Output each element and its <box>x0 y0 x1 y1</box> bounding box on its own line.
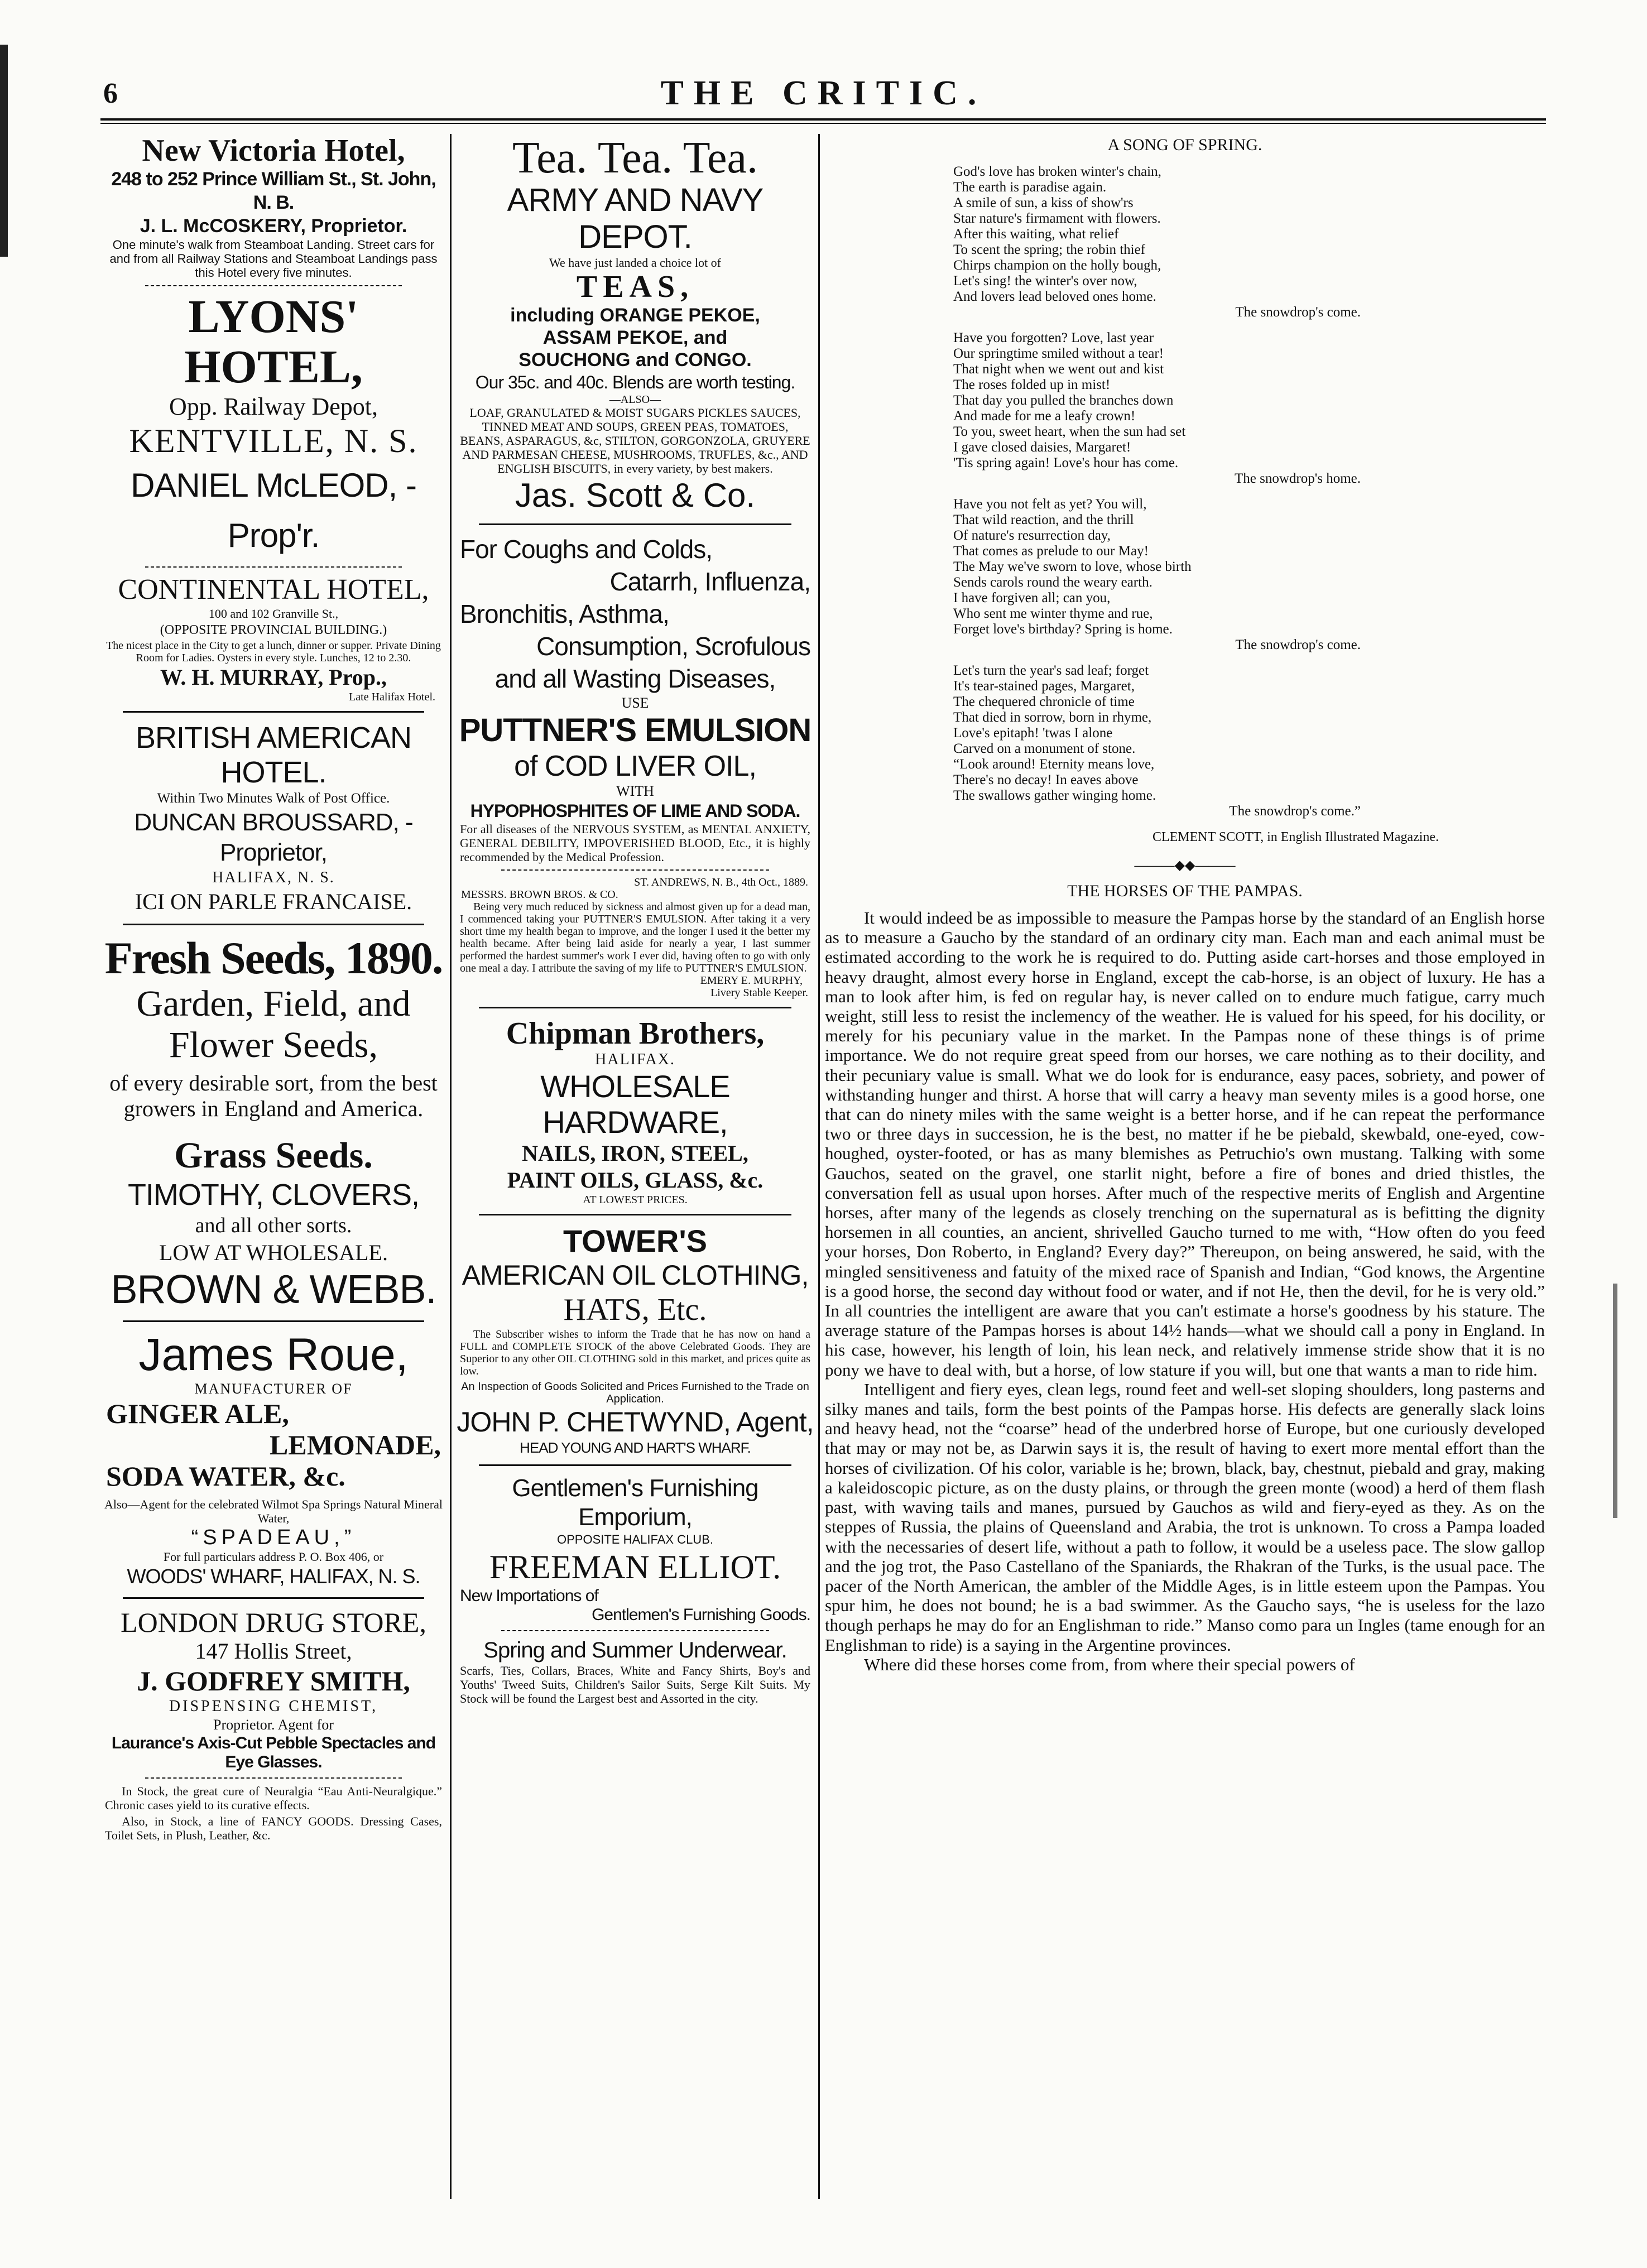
roue-wharf: WOODS' WHARF, HALIFAX, N. S. <box>127 1565 420 1588</box>
header-rule <box>100 118 1546 121</box>
hotel-proprietor: W. H. MURRAY, Prop., <box>160 665 387 690</box>
ad-continental-hotel <box>100 573 446 703</box>
separator <box>479 523 791 525</box>
roue-manufacturer: MANUFACTURER OF <box>194 1381 353 1397</box>
chipman-paint: PAINT OILS, GLASS, &c. <box>507 1167 764 1193</box>
ad-puttners-emulsion <box>457 533 814 999</box>
drug-store-chemist: J. GODFREY SMITH, <box>137 1665 410 1697</box>
seeds-description: of every desirable sort, from the best growers in England and America. <box>109 1070 438 1121</box>
column-divider-2 <box>818 134 820 2199</box>
poem-line: That died in sorrow, born in rhyme, <box>953 710 1152 725</box>
hotel-proprietor: J. L. McCOSKERY, Proprietor. <box>140 215 407 237</box>
roue-ginger-ale: GINGER ALE, <box>106 1398 289 1429</box>
puttner-for: For Coughs and Colds, <box>460 535 713 564</box>
hotel-note: One minute's walk from Steamboat Landing. Street cars for and from all Railway Stations and Steamboat Landings pass this Hotel every five minutes. <box>109 238 438 280</box>
ad-army-navy-depot <box>457 134 814 516</box>
page-number: 6 <box>103 78 118 109</box>
separator <box>145 1777 402 1779</box>
drug-store-spectacles: Laurance's Axis-Cut Pebble Spectacles and Eye Glasses. <box>111 1734 436 1771</box>
separator <box>123 1597 424 1599</box>
hotel-town: KENTVILLE, N. S. <box>129 422 418 459</box>
grass-seeds-heading: Grass Seeds. <box>174 1135 373 1176</box>
roue-name: James Roue, <box>138 1329 409 1380</box>
puttner-wasting: and all Wasting Diseases, <box>494 664 776 693</box>
roue-agent: Also—Agent for the celebrated Wilmot Spa Springs Natural Mineral Water, <box>104 1497 443 1525</box>
hotel-name: BRITISH AMERICAN HOTEL. <box>135 721 412 789</box>
drug-store-instock: In Stock, the great cure of Neuralgia “Eau Anti-Neuralgique.” Chronic cases yield to its curative effects. <box>105 1784 442 1812</box>
poem-title: A SONG OF SPRING. <box>1107 136 1262 154</box>
ad-british-american-hotel <box>100 720 446 916</box>
newspaper-title: THE CRITIC. <box>660 74 987 112</box>
poem-line: After this waiting, what relief <box>953 227 1119 242</box>
chipman-nails: NAILS, IRON, STEEL, <box>522 1141 748 1166</box>
scan-edge-mark-right <box>1613 1284 1617 1518</box>
separator <box>123 924 424 925</box>
elliot-goods: Gentlemen's Furnishing Goods. <box>592 1606 810 1624</box>
poem-line: Have you not felt as yet? You will, <box>953 497 1147 512</box>
poem-line: Chirps champion on the holly bough, <box>953 258 1161 273</box>
poem-line: Our springtime smiled without a tear! <box>953 346 1164 361</box>
chipman-prices: AT LOWEST PRICES. <box>583 1194 688 1206</box>
poem-line: The snowdrop's come. <box>1235 637 1361 652</box>
elliot-list: Scarfs, Ties, Collars, Braces, White and Fancy Shirts, Boy's and Youths' Tweed Suits, Children's Sailor Suits, Serge Kilt Suits. My Stock will be found the Largest best and Assorted in the city. <box>460 1664 810 1705</box>
drug-store-street: 147 Hollis Street, <box>195 1638 352 1664</box>
poem-line: Let's turn the year's sad leaf; forget <box>953 663 1149 678</box>
roue-spadeau: “SPADEAU,” <box>191 1526 356 1549</box>
tea-also: —ALSO— <box>609 393 661 406</box>
poem-line: Carved on a monument of stone. <box>953 741 1136 756</box>
poem-line: A smile of sun, a kiss of show'rs <box>953 195 1134 210</box>
tea-landed: We have just landed a choice lot of <box>549 256 721 270</box>
tea-assam: ASSAM PEKOE, and <box>542 327 728 348</box>
separator <box>479 1214 791 1215</box>
puttner-name: PUTTNER'S EMULSION <box>459 712 812 748</box>
poem-line: Have you forgotten? Love, last year <box>953 330 1154 345</box>
poem-line: That night when we went out and kist <box>953 362 1164 377</box>
poem-line: There's no decay! In eaves above <box>953 772 1139 787</box>
tea-firm: Jas. Scott & Co. <box>515 477 756 514</box>
puttner-testimonial: Being very much reduced by sickness and almost given up for a dead man, I commenced taking your PUTTNER'S EMULSION. After taking it a very short time my health began to improve, and the longer I used it the better my health became. After being laid aside for nearly a year, I last summer performed the hardest summer's work I ever did, having often to go with only one meal a day. I attribute the saving of my life to PUTTNER'S EMULSION. <box>460 901 810 974</box>
hotel-name: CONTINENTAL HOTEL, <box>118 574 429 606</box>
chipman-wholesale: WHOLESALE HARDWARE, <box>540 1069 730 1140</box>
roue-lemonade: LEMONADE, <box>270 1429 441 1460</box>
poem-line: It's tear-stained pages, Margaret, <box>953 679 1135 694</box>
poem-line: The chequered chronicle of time <box>953 694 1135 709</box>
hotel-late: Late Halifax Hotel. <box>349 691 435 703</box>
poem-line: Who sent me winter thyme and rue, <box>953 606 1153 621</box>
drug-store-proprietor: Proprietor. Agent for <box>213 1717 334 1733</box>
ad-fresh-seeds <box>100 933 446 1313</box>
hotel-walk: Within Two Minutes Walk of Post Office. <box>157 791 390 806</box>
roue-address: For full particulars address P. O. Box 406, or <box>163 1550 384 1564</box>
hotel-address: 248 to 252 Prince William St., St. John, N. B. <box>111 169 436 213</box>
poem-line: The snowdrop's come.” <box>1229 804 1361 819</box>
puttner-signer-role: Livery Stable Keeper. <box>710 987 808 999</box>
ad-towers-oil-clothing <box>457 1223 814 1457</box>
column-divider-1 <box>450 134 452 2199</box>
puttner-diseases: For all diseases of the NERVOUS SYSTEM, as MENTAL ANXIETY, GENERAL DEBILITY, IMPOVERISHED BLOOD, Etc., it is highly recommended by the Medical Profession. <box>460 822 810 864</box>
tea-teas: TEAS, <box>576 270 694 304</box>
tower-name: TOWER'S <box>563 1223 708 1258</box>
poem-line: God's love has broken winter's chain, <box>953 164 1161 179</box>
elliot-new: New Importations of <box>460 1587 598 1605</box>
poem-credit: CLEMENT SCOTT, in English Illustrated Magazine. <box>1152 830 1439 844</box>
scan-edge-mark <box>0 45 8 257</box>
poem-line: That comes as prelude to our May! <box>953 544 1149 559</box>
poem-line: I have forgiven all; can you, <box>953 590 1111 606</box>
tea-including: including ORANGE PEKOE, <box>510 305 760 326</box>
poem-line: Sends carols round the weary earth. <box>953 575 1153 590</box>
tower-wharf: HEAD YOUNG AND HART'S WHARF. <box>520 1439 751 1456</box>
elliot-opposite: OPPOSITE HALIFAX CLUB. <box>557 1532 713 1546</box>
seeds-other: and all other sorts. <box>195 1214 352 1237</box>
poem-line: That day you pulled the branches down <box>953 393 1174 408</box>
tea-souchong: SOUCHONG and CONGO. <box>518 349 752 371</box>
poem-line: The swallows gather winging home. <box>953 788 1156 803</box>
poem-stanza <box>953 663 1545 819</box>
hotel-french: ICI ON PARLE FRANCAISE. <box>135 889 412 914</box>
poem-line: To you, sweet heart, when the sun had set <box>953 424 1186 439</box>
article-paragraph: It would indeed be as impossible to measure the Pampas horse by the standard of an English horse as to measure a Gaucho by the standard of an ordinary city man. Each man and each animal must be estimated according to the work he is required to do. Putting aside cart-horses and those employed in heavy draught, almost every horse in England, except the cab-horse, is an object of luxury. He has a man to look after him, is fed on regular hay, is never called on to endure much fatigue, carry much weight, still less to resist the inclemency of the weather. He is valued for his speed, for his docility, or merely for his pecuniary value in the market. In the Pampas none of these things is of prime importance. We do not require great speed from our horses, we care nothing as to their docility, and their pecuniary value is small. What we do look for is endurance, easy paces, sobriety, and power of withstanding hunger and thirst. A horse that will carry a heavy man seventy miles is a good horse, one that can do ninety miles with the same weight is a better horse, and if he can repeat the performance two or three days in succession, he is the best, no matter if he be piebald, skewbald, one-eyed, cow-houghed, oyster-footed, or has as many blemishes as Petruchio's own mustang. Talking with some Gauchos, seated on the gravel, one starlit night, before a fire of bones and dried thistles, the conversation fell as usual upon horses. After much of the respective merits of English and Argentine horses, after many of the legends as closely trenching on the supernatural as is befitting the dignity horsemen in all counties, an ancient, shrivelled Gaucho turned to me with, “How often do you feed your horses, Don Roberto, in England? Every day?” Thereupon, on being answered, he said, with the mingled sensitiveness and fatuity of the mixed race of Spanish and Indian, “God knows, the Argentine is a good horse, the second day without food or water, and if not He, then the devil, for he is very old.” In all countries the intelligent are aware that you can't estimate a horse's goodness by his stature. The average stature of the Pampas horses is about 14½ hands—what we should call a pony in England. In his case, however, his length of loin, his lean neck, and relatively immense stride show that it is no pony we have to deal with, but a horse, of low stature if you will, but one that wants a man to ride him. <box>825 908 1545 1380</box>
column-advertisements-middle <box>457 134 814 1705</box>
poem-stanza <box>953 164 1545 320</box>
tower-agent: JOHN P. CHETWYND, Agent, <box>457 1406 814 1438</box>
puttner-catarrh: Catarrh, Influenza, <box>609 567 810 596</box>
puttner-use: USE <box>621 695 649 711</box>
puttner-signer: EMERY E. MURPHY, <box>700 974 803 987</box>
article-body <box>825 908 1545 1674</box>
hotel-name: LYONS' HOTEL, <box>184 291 363 393</box>
poem-stanza <box>953 497 1545 653</box>
seeds-firm: BROWN & WEBB. <box>111 1267 436 1312</box>
separator <box>123 711 424 713</box>
puttner-cod-liver-oil: of COD LIVER OIL, <box>514 750 756 782</box>
seeds-line-2: Flower Seeds, <box>169 1025 378 1065</box>
ad-new-victoria-hotel <box>100 134 446 280</box>
tea-headline: Tea. Tea. Tea. <box>512 134 758 182</box>
separator <box>145 285 402 286</box>
hotel-location: Opp. Railway Depot, <box>169 393 378 420</box>
poem-stanza <box>953 330 1545 487</box>
puttner-dateline: ST. ANDREWS, N. B., 4th Oct., 1889. <box>634 876 808 888</box>
poem-line: The snowdrop's home. <box>1234 471 1361 486</box>
header-rule-thin <box>100 123 1546 124</box>
hotel-proprietor: DANIEL McLEOD, - Prop'r. <box>131 467 416 554</box>
chipman-name: Chipman Brothers, <box>506 1016 765 1051</box>
chipman-town: HALIFAX. <box>595 1051 675 1068</box>
ad-london-drug-store <box>100 1607 446 1842</box>
seeds-headline: Fresh Seeds, 1890. <box>104 933 443 983</box>
drug-store-fancy-goods: Also, in Stock, a line of FANCY GOODS. Dressing Cases, Toilet Sets, in Plush, Leather, &c. <box>105 1814 442 1842</box>
seeds-timothy: TIMOTHY, CLOVERS, <box>127 1178 420 1212</box>
hotel-proprietor: DUNCAN BROUSSARD, - Proprietor, <box>134 809 413 866</box>
poem-line: 'Tis spring again! Love's hour has come. <box>953 455 1179 470</box>
puttner-bronchitis: Bronchitis, Asthma, <box>460 599 669 628</box>
hotel-town: HALIFAX, N. S. <box>212 869 335 886</box>
poem-line: Let's sing! the winter's over now, <box>953 273 1137 289</box>
roue-soda-water: SODA WATER, &c. <box>106 1460 345 1492</box>
ornamental-rule: ———◆◆——— <box>1134 858 1236 873</box>
hotel-name: New Victoria Hotel, <box>142 134 405 168</box>
article-title: THE HORSES OF THE PAMPAS. <box>1067 882 1303 900</box>
poem-line: Forget love's birthday? Spring is home. <box>953 622 1173 637</box>
poem-line: I gave closed daisies, Margaret! <box>953 440 1131 455</box>
elliot-emporium: Gentlemen's Furnishing Emporium, <box>512 1474 758 1531</box>
hotel-address-1: 100 and 102 Granville St., <box>208 607 339 621</box>
tower-clothing: AMERICAN OIL CLOTHING, <box>462 1260 809 1291</box>
puttner-hypophosphites: HYPOPHOSPHITES OF LIME AND SODA. <box>470 801 800 821</box>
article-paragraph: Intelligent and fiery eyes, clean legs, round feet and well-set sloping shoulders, long pasterns and silky manes and tails, form the best points of the Pampas horse. His defects are generally slack loins and heavy head, not the “coarse” head of the underbred horse of Europe, but one curiously developed that may or may not be, as Darwin says it is, the result of having to exert more mental effort than the horses of civilization. Of his color, variable is he; brown, black, bay, chestnut, piebald and gray, making a kaleidoscopic picture, as on the dusty plains, or through the green monte (wood) a herd of them flash past, with waving tails and manes, pursued by Gauchos as wild and fiery-eyed as they. As on the steppes of Russia, the plains of Queensland and Arabia, the trot is unknown. To cross a Pampa loaded with the necessaries of desert life, without a path to follow, it would be a useless pace. The slow gallop and the jog trot, the Paso Castellano of the Spaniards, the Rhakran of the Turks, is the usual pace. The pacer of the North American, the ambler of the Middle Ages, is in little esteem upon the Pampas. You spur him, he does not bound; he is a bad swimmer. As the Gaucho says, “he is useless for the lazo though perhaps he may do for an Englishman to ride.” Manso como para un Ingles (tame enough for an Englishman to ride) is a saying in the Argentine provinces. <box>825 1379 1545 1655</box>
poem-line: “Look around! Eternity means love, <box>953 757 1155 772</box>
elliot-spring: Spring and Summer Underwear. <box>483 1638 787 1662</box>
tea-list: LOAF, GRANULATED & MOIST SUGARS PICKLES SAUCES, TINNED MEAT AND SOUPS, GREEN PEAS, TOMATOES, BEANS, ASPARAGUS, &c, STILTON, GORGONZOLA, GRUYERE AND PARMESAN CHEESE, MUSHROOMS, TRUFLES, &c., AND ENGLISH BISCUITS, in every variety, by best makers. <box>460 406 810 475</box>
hotel-note: The nicest place in the City to get a lunch, dinner or supper. Private Dining Room for Ladies. Oysters in every style. Lunches, 12 to 2.30. <box>106 640 441 664</box>
column-reading-matter <box>825 134 1545 1674</box>
ad-freeman-elliot <box>457 1474 814 1705</box>
seeds-wholesale: LOW AT WHOLESALE. <box>159 1240 388 1265</box>
ad-james-roue <box>100 1330 446 1589</box>
tower-hats: HATS, Etc. <box>563 1292 707 1327</box>
poem-line: Of nature's resurrection day, <box>953 528 1111 543</box>
poem-body <box>825 164 1545 819</box>
puttner-consumption: Consumption, Scrofulous <box>536 632 810 661</box>
tea-depot: ARMY AND NAVY DEPOT. <box>507 182 764 255</box>
elliot-name: FREEMAN ELLIOT. <box>489 1549 781 1585</box>
poem-line: To scent the spring; the robin thief <box>953 242 1146 257</box>
puttner-messrs: MESSRS. BROWN BROS. & CO. <box>461 888 618 901</box>
tower-inspection: An Inspection of Goods Solicited and Prices Furnished to the Trade on Application. <box>461 1381 809 1405</box>
poem-line: The snowdrop's come. <box>1235 305 1361 320</box>
puttner-with: WITH <box>616 783 654 799</box>
separator <box>123 1320 424 1322</box>
separator <box>501 1630 769 1631</box>
column-advertisements-left <box>100 134 446 1842</box>
separator <box>479 1007 791 1008</box>
ad-chipman-brothers <box>457 1016 814 1206</box>
poem-line: Love's epitaph! 'twas I alone <box>953 725 1113 741</box>
poem-line: And made for me a leafy crown! <box>953 409 1136 424</box>
poem-line: Star nature's firmament with flowers. <box>953 211 1161 226</box>
poem-line: The May we've sworn to love, whose birth <box>953 559 1192 574</box>
poem-line: And lovers lead beloved ones home. <box>953 289 1156 304</box>
poem-line: That wild reaction, and the thrill <box>953 512 1134 527</box>
separator <box>501 869 769 871</box>
drug-store-name: LONDON DRUG STORE, <box>121 1607 426 1638</box>
article-paragraph: Where did these horses come from, from where their special powers of <box>864 1654 1355 1674</box>
poem-line: The earth is paradise again. <box>953 180 1107 195</box>
seeds-line-1: Garden, Field, and <box>136 983 411 1024</box>
tea-blends: Our 35c. and 40c. Blends are worth testing. <box>475 372 795 392</box>
separator <box>145 566 402 568</box>
separator <box>479 1464 791 1466</box>
poem-line: The roses folded up in mist! <box>953 377 1111 392</box>
hotel-address-2: (OPPOSITE PROVINCIAL BUILDING.) <box>160 623 387 637</box>
tower-notice: The Subscriber wishes to inform the Trade that he has now on hand a FULL and COMPLETE STOCK of the above Celebrated Goods. They are Superior to any other OIL CLOTHING sold in this market, and prices quite as low. <box>460 1328 810 1377</box>
ad-lyons-hotel <box>100 292 446 561</box>
drug-store-dispensing: DISPENSING CHEMIST, <box>169 1698 378 1715</box>
